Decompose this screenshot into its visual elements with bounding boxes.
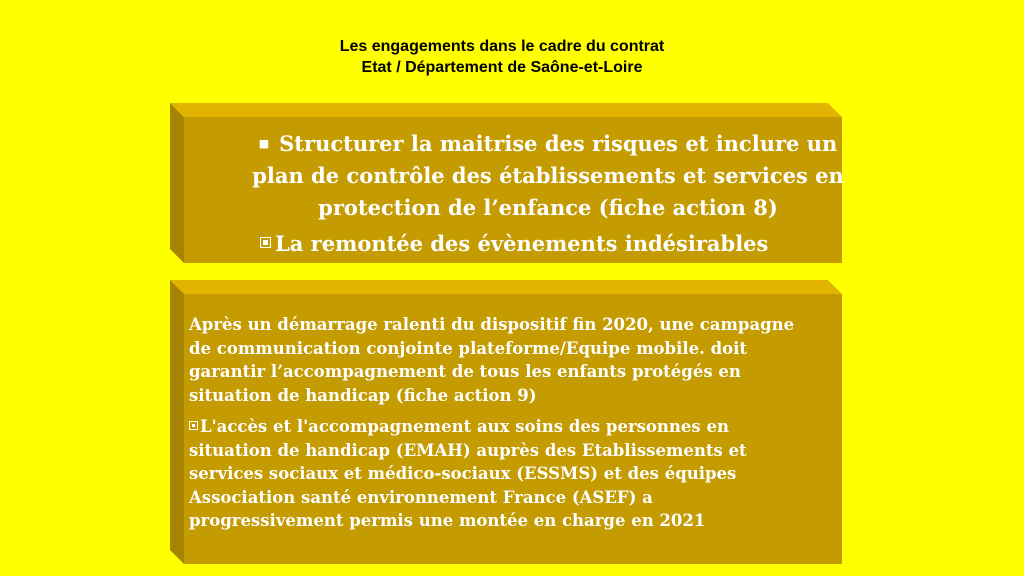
box-side-bevel	[170, 280, 184, 564]
box-side-bevel	[170, 103, 184, 263]
square-bullet-icon: ■	[258, 137, 270, 150]
slide-title	[0, 36, 1004, 78]
title-line-2: Etat / Département de Saône-et-Loire	[361, 59, 643, 76]
para2-line1: L'accès et l'accompagnement aux soins des personnes en	[200, 417, 729, 436]
box-top-bevel	[170, 280, 842, 294]
boxed-square-bullet-icon	[189, 421, 198, 430]
item1-line1: Structurer la maitrise des risques et inclure un	[279, 131, 838, 156]
para1-line1: Après un démarrage ralenti du dispositif fin 2020, une campagne	[189, 315, 795, 334]
para2-line2: situation de handicap (EMAH) auprès des Etablissements et	[189, 440, 747, 460]
box-top-bevel	[170, 103, 842, 117]
para1-line3: garantir l’accompagnement de tous les enfants protégés en	[189, 362, 741, 381]
item1-line2: plan de contrôle des établissements et services en	[252, 163, 844, 188]
para1-line4: situation de handicap (fiche action 9)	[189, 385, 537, 405]
paragraph	[189, 415, 839, 533]
engagement-box-1-content	[220, 128, 860, 260]
item2-text: La remontée des évènements indésirables	[275, 231, 769, 256]
item1-line3: protection de l’enfance (fiche action 8)	[318, 195, 778, 220]
boxed-square-bullet-icon	[260, 237, 271, 248]
title-line-1: Les engagements dans le cadre du contrat	[339, 38, 665, 55]
list-item	[220, 128, 860, 224]
para1-line2: de communication conjointe plateforme/Equipe mobile. doit	[189, 338, 748, 358]
para2-line5: progressivement permis une montée en charge en 2021	[189, 511, 706, 530]
list-item	[220, 228, 860, 260]
engagement-box-2-content	[189, 313, 839, 533]
para2-line3: services sociaux et médico-sociaux (ESSMS) et des équipes	[189, 464, 737, 483]
paragraph	[189, 313, 839, 407]
para2-line4: Association santé environnement France (ASEF) a	[189, 487, 653, 507]
